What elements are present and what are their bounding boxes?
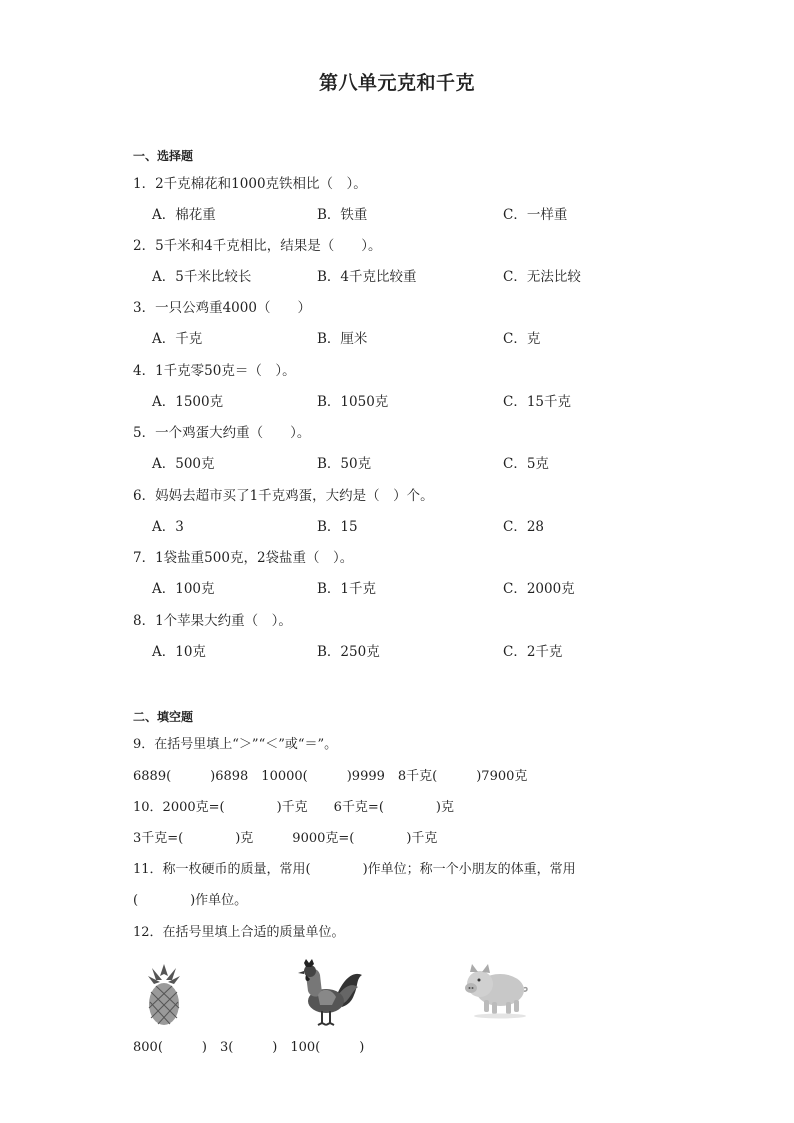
option-a: A．棉花重	[152, 207, 216, 223]
option-c: C．克	[503, 331, 541, 347]
pineapple-icon	[142, 962, 186, 1026]
option-b: B．厘米	[317, 331, 368, 347]
fill-line: 6889( )6898 10000( )9999 8千克( )7900克	[133, 769, 528, 784]
page-title: 第八单元克和千克	[318, 72, 475, 94]
option-c: C．一样重	[503, 207, 568, 223]
option-b: B．铁重	[317, 207, 368, 223]
question-stem: 7．1袋盐重500克，2袋盐重（ ）。	[133, 550, 354, 566]
option-a: A．1500克	[152, 394, 224, 410]
option-b: B．50克	[317, 456, 372, 472]
question-stem: 8．1个苹果大约重（ ）。	[133, 613, 292, 629]
fill-line: 3千克=( )克 9000克=( )千克	[133, 831, 438, 846]
fill-line: 800( ) 3( ) 100( )	[133, 1040, 365, 1055]
option-c: C．无法比较	[503, 269, 581, 285]
question-stem: 5．一个鸡蛋大约重（ ）。	[133, 425, 311, 441]
question-stem: 2．5千米和4千克相比，结果是（ ）。	[133, 238, 382, 254]
option-a: A．10克	[152, 644, 206, 660]
option-b: B．250克	[317, 644, 380, 660]
fill-line: 11．称一枚硬币的质量，常用( )作单位；称一个小朋友的体重，常用	[133, 862, 576, 877]
rooster-icon	[292, 957, 364, 1029]
option-b: B．4千克比较重	[317, 269, 417, 285]
option-b: B．1千克	[317, 581, 377, 597]
option-a: A．500克	[152, 456, 215, 472]
option-a: A．3	[152, 519, 184, 535]
option-c: C．15千克	[503, 394, 572, 410]
section-heading-fill: 二、填空题	[133, 710, 194, 724]
question-stem: 1．2千克棉花和1000克铁相比（ ）。	[133, 176, 367, 192]
option-a: A．5千米比较长	[152, 269, 252, 285]
option-c: C．5克	[503, 456, 549, 472]
question-stem: 3．一只公鸡重4000（ ）	[133, 300, 311, 316]
fill-line: 10．2000克=( )千克 6千克=( )克	[133, 800, 454, 815]
option-c: C．2千克	[503, 644, 563, 660]
option-b: B．15	[317, 519, 358, 535]
option-b: B．1050克	[317, 394, 389, 410]
question-stem: 4．1千克零50克＝（ ）。	[133, 363, 296, 379]
fill-line: 12．在括号里填上合适的质量单位。	[133, 925, 345, 940]
option-a: A．100克	[152, 581, 215, 597]
question-stem: 6．妈妈去超市买了1千克鸡蛋，大约是（ ）个。	[133, 488, 434, 504]
fill-line: ( )作单位。	[133, 893, 248, 908]
option-a: A．千克	[152, 331, 203, 347]
fill-line: 9．在括号里填上“＞”“＜”或“＝”。	[133, 737, 338, 752]
option-c: C．2000克	[503, 581, 575, 597]
option-c: C．28	[503, 519, 545, 535]
section-heading-choice: 一、选择题	[133, 149, 194, 163]
pig-icon	[460, 960, 530, 1020]
